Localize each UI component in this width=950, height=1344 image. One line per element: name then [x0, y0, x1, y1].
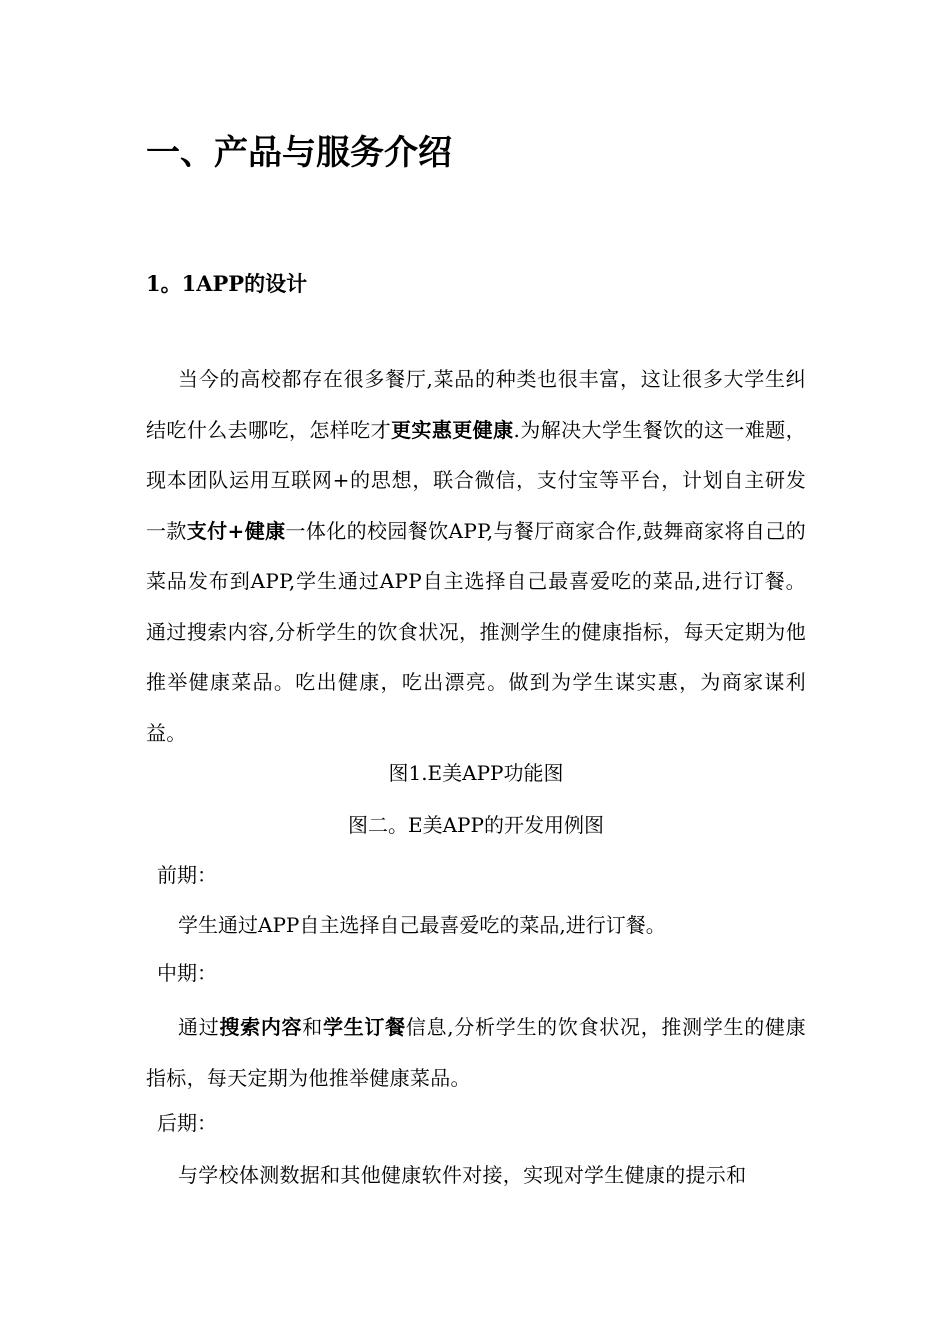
late-phase-label: 后期：: [157, 1111, 217, 1135]
middle-bold-2: 学生订餐: [322, 1015, 406, 1039]
middle-bold-1: 搜索内容: [219, 1015, 303, 1039]
late-text: 与学校体测数据和其他健康软件对接，实现对学生健康的提示和: [178, 1163, 747, 1187]
middle-phase-label: 中期：: [157, 961, 217, 985]
intro-bold-2: 支付+健康: [186, 518, 286, 543]
intro-text-3: 一体化的校园餐饮APP,与餐厅商家合作,鼓舞商家将自己的菜品发布到APP,学生通过APP自主选择自己最喜爱吃的菜品,进行订餐。通过搜索内容,分析学生的饮食状况，推测学生的健康指标，每天定期为他推举健康菜品。吃出健康，吃出漂亮。做到为学生谋实惠，为商家谋利益。: [146, 518, 806, 745]
figure-caption-2: 图二。E美APP的开发用例图: [348, 813, 604, 837]
intro-text-1: 当今的高校都存在很多餐厅,菜品的种类也很丰富，这让很多大学生纠结吃什么去哪吃，怎样吃才: [146, 367, 806, 442]
middle-text-1: 通过: [178, 1015, 220, 1039]
section-heading: 一、产品与服务介绍: [146, 133, 452, 173]
intro-bold-1: 更实惠更健康: [391, 417, 514, 442]
intro-text-2: .为解决大学生餐饮的这一难题，现本团队运用互联网+的思想，联合微信，支付宝等平台，计划自主研发一款: [146, 417, 806, 543]
intro-paragraph: [146, 354, 806, 758]
early-phase-label: 前期：: [157, 863, 217, 887]
subsection-heading: 1。1APP的设计: [146, 271, 308, 296]
figure-caption-1: 图1.E美APP功能图: [388, 761, 564, 785]
early-phase-text: 学生通过APP自主选择自己最喜爱吃的菜品,进行订餐。: [178, 913, 666, 937]
middle-text-2: 和: [302, 1015, 323, 1039]
middle-phase-paragraph: [146, 1002, 806, 1103]
late-phase-paragraph: [146, 1150, 806, 1201]
middle-text-3: 信息,分析学生的饮食状况，推测学生的健康指标，每天定期为他推举健康菜品。: [146, 1015, 806, 1090]
